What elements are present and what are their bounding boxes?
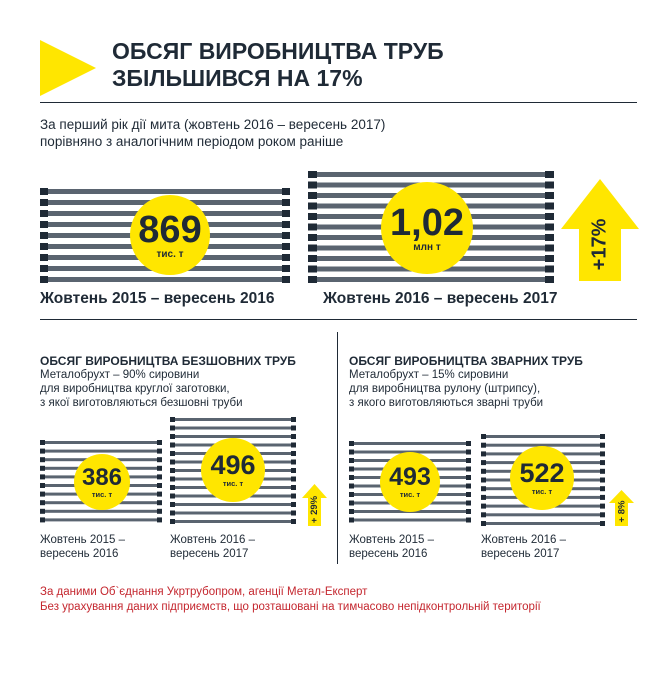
welded-after-pipe-end-right bbox=[600, 478, 605, 483]
yellow-triangle-icon bbox=[40, 40, 96, 96]
seamless-desc-line-3: з якої виготовляються безшовні труби bbox=[40, 397, 243, 409]
total-after-pipe-end-right bbox=[545, 224, 554, 231]
subtitle-line-2: порівняно з аналогічним періодом роком раніше bbox=[40, 134, 344, 149]
value-circle-welded-after bbox=[510, 446, 574, 510]
seamless-after-pipe-end-right bbox=[291, 426, 296, 431]
seamless-description bbox=[40, 368, 243, 410]
title-line-1: ОБСЯГ ВИРОБНИЦТВА ТРУБ bbox=[112, 38, 444, 64]
welded-before-pipe-end-left bbox=[349, 518, 354, 523]
vertical-divider bbox=[337, 332, 338, 564]
total-before-pipe-end-right bbox=[282, 265, 290, 272]
total-before-pipe bbox=[48, 277, 282, 282]
seamless-after-pipe-end-right bbox=[291, 451, 296, 456]
total-before-pipe-end-left bbox=[40, 210, 48, 217]
welded-after-pipe-end-left bbox=[481, 460, 486, 465]
welded-before-pipe-end-right bbox=[466, 450, 471, 455]
growth-total-label-wrap bbox=[561, 214, 639, 274]
welded-before-pipe-end-right bbox=[466, 467, 471, 472]
welded-after-pipe-end-left bbox=[481, 469, 486, 474]
seamless-before-pipe-end-right bbox=[157, 492, 162, 497]
total-after-pipe bbox=[317, 277, 545, 282]
welded-after-pipe-end-left bbox=[481, 512, 486, 517]
seamless-after-pipe-end-left bbox=[170, 434, 175, 439]
seamless-after-pipe-end-left bbox=[170, 451, 175, 456]
total-after-pipe-end-left bbox=[308, 192, 317, 199]
total-before-period: Жовтень 2015 – вересень 2016 bbox=[40, 290, 275, 307]
seamless-before-pipe-end-left bbox=[40, 466, 45, 471]
seamless-after-pipe bbox=[175, 512, 291, 515]
value-circle-total-before bbox=[130, 195, 210, 275]
total-after-pipe bbox=[317, 172, 545, 177]
seamless-before-pipe bbox=[45, 441, 157, 444]
growth-total-label: +17% bbox=[588, 218, 611, 270]
welded-after-unit: тис. т bbox=[531, 487, 553, 496]
welded-after-pipe-end-left bbox=[481, 443, 486, 448]
seamless-before-pipe-end-right bbox=[157, 509, 162, 514]
seamless-after-pipe-end-left bbox=[170, 460, 175, 465]
seamless-before-pipe-end-left bbox=[40, 457, 45, 462]
welded-before-pipe-end-left bbox=[349, 450, 354, 455]
seamless-before-pipe-end-left bbox=[40, 500, 45, 505]
welded-after-pipe-end-right bbox=[600, 521, 605, 526]
seamless-after-pipe-end-right bbox=[291, 511, 296, 516]
total-after-pipe-end-right bbox=[545, 192, 554, 199]
welded-after-pipe-end-left bbox=[481, 504, 486, 509]
total-after-value: 1,02 bbox=[390, 201, 464, 244]
total-after-pipe-end-right bbox=[545, 182, 554, 189]
seamless-growth-label: + 29% bbox=[309, 495, 321, 523]
seamless-after-pipe-end-left bbox=[170, 468, 175, 473]
seamless-after-pipe-end-right bbox=[291, 519, 296, 524]
total-after-pipe-end-right bbox=[545, 203, 554, 210]
seamless-before-pipe-end-right bbox=[157, 500, 162, 505]
seamless-before-pipe-end-right bbox=[157, 474, 162, 479]
subtitle-line-1: За перший рік дії мита (жовтень 2016 – вересень 2017) bbox=[40, 117, 386, 132]
total-before-unit: тис. т bbox=[156, 248, 184, 260]
welded-desc-line-2: для виробництва рулону (штрипсу), bbox=[349, 383, 541, 395]
welded-after-pipe bbox=[486, 435, 600, 438]
seamless-after-pipe bbox=[175, 418, 291, 421]
seamless-after-period bbox=[170, 533, 255, 561]
seamless-after-pipe bbox=[175, 427, 291, 430]
seamless-before-pipe-end-right bbox=[157, 449, 162, 454]
seamless-before-pipe-end-left bbox=[40, 449, 45, 454]
total-before-pipe-end-left bbox=[40, 199, 48, 206]
seamless-after-pipe-end-left bbox=[170, 477, 175, 482]
seamless-after-pipe-end-right bbox=[291, 417, 296, 422]
seamless-before-pipe-end-left bbox=[40, 517, 45, 522]
title-line-2: ЗБІЛЬШИВСЯ НА 17% bbox=[112, 65, 363, 91]
total-after-pipe-end-right bbox=[545, 276, 554, 283]
welded-before-pipe-end-right bbox=[466, 518, 471, 523]
total-before-pipe bbox=[48, 189, 282, 194]
source-line-2: Без урахування даних підприємств, що розташовані на тимчасово непідконтрольній території bbox=[40, 601, 541, 613]
welded-after-pipe bbox=[486, 522, 600, 525]
seamless-after-pipe-end-left bbox=[170, 494, 175, 499]
welded-after-pipe-end-right bbox=[600, 495, 605, 500]
total-after-pipe-end-left bbox=[308, 171, 317, 178]
total-before-pipe-end-right bbox=[282, 210, 290, 217]
welded-after-pipe-end-left bbox=[481, 521, 486, 526]
total-before-pipe-end-right bbox=[282, 243, 290, 250]
welded-before-pipe-end-right bbox=[466, 484, 471, 489]
welded-after-pipe-end-right bbox=[600, 512, 605, 517]
welded-before-pipe-end-right bbox=[466, 441, 471, 446]
seamless-before-pipe bbox=[45, 518, 157, 521]
source-line-1: За даними Об`єднання Укртрубопром, агенції Метал-Експерт bbox=[40, 586, 368, 598]
seamless-after-pipe-end-right bbox=[291, 434, 296, 439]
welded-after-pipe-end-right bbox=[600, 434, 605, 439]
welded-before-period bbox=[349, 533, 434, 561]
seamless-before-period-line-2: вересень 2016 bbox=[40, 548, 119, 560]
welded-description bbox=[349, 368, 543, 410]
welded-before-pipe-end-right bbox=[466, 475, 471, 480]
welded-before-pipe bbox=[354, 442, 466, 445]
value-circle-total-after bbox=[381, 182, 473, 274]
total-before-pipe-end-left bbox=[40, 232, 48, 239]
seamless-after-pipe-end-right bbox=[291, 502, 296, 507]
header-divider bbox=[40, 102, 637, 103]
seamless-before-period bbox=[40, 533, 125, 561]
seamless-before-pipe-end-left bbox=[40, 492, 45, 497]
seamless-after-period-line-1: Жовтень 2016 – bbox=[170, 534, 255, 546]
total-after-pipe-end-left bbox=[308, 203, 317, 210]
middle-divider bbox=[40, 319, 637, 320]
welded-growth-label: + 8% bbox=[615, 500, 627, 523]
welded-desc-line-1: Металобрухт – 15% сировини bbox=[349, 369, 509, 381]
welded-before-pipe-end-right bbox=[466, 509, 471, 514]
seamless-before-pipe-end-right bbox=[157, 517, 162, 522]
seamless-before-pipe-end-right bbox=[157, 457, 162, 462]
seamless-after-pipe-end-left bbox=[170, 511, 175, 516]
total-before-pipe-end-left bbox=[40, 276, 48, 283]
total-after-period: Жовтень 2016 – вересень 2017 bbox=[323, 290, 558, 307]
total-after-pipe-end-right bbox=[545, 245, 554, 252]
welded-after-pipe-end-right bbox=[600, 460, 605, 465]
seamless-after-pipe-end-left bbox=[170, 443, 175, 448]
total-after-pipe-end-right bbox=[545, 213, 554, 220]
total-before-pipe-end-left bbox=[40, 243, 48, 250]
total-before-pipe-end-left bbox=[40, 221, 48, 228]
total-after-pipe-end-left bbox=[308, 276, 317, 283]
total-before-pipe-end-right bbox=[282, 221, 290, 228]
seamless-before-pipe-end-right bbox=[157, 466, 162, 471]
seamless-after-pipe bbox=[175, 503, 291, 506]
welded-before-pipe-end-left bbox=[349, 458, 354, 463]
welded-title: ОБСЯГ ВИРОБНИЦТВА ЗВАРНИХ ТРУБ bbox=[349, 354, 583, 368]
seamless-desc-line-1: Металобрухт – 90% сировини bbox=[40, 369, 200, 381]
seamless-after-pipe-end-left bbox=[170, 417, 175, 422]
welded-after-pipe-end-left bbox=[481, 486, 486, 491]
total-before-pipe-end-right bbox=[282, 254, 290, 261]
welded-before-pipe-end-right bbox=[466, 458, 471, 463]
seamless-after-pipe-end-right bbox=[291, 468, 296, 473]
seamless-after-pipe-end-right bbox=[291, 443, 296, 448]
total-after-pipe-end-left bbox=[308, 182, 317, 189]
welded-before-period-line-2: вересень 2016 bbox=[349, 548, 428, 560]
welded-before-pipe-end-left bbox=[349, 501, 354, 506]
welded-after-pipe-end-right bbox=[600, 486, 605, 491]
welded-after-period-line-1: Жовтень 2016 – bbox=[481, 534, 566, 546]
welded-before-pipe-end-left bbox=[349, 441, 354, 446]
welded-before-pipe-end-left bbox=[349, 467, 354, 472]
seamless-before-pipe-end-left bbox=[40, 483, 45, 488]
welded-after-pipe-end-right bbox=[600, 451, 605, 456]
total-before-pipe-end-right bbox=[282, 199, 290, 206]
value-circle-seamless-before bbox=[74, 454, 130, 510]
total-after-pipe-end-right bbox=[545, 234, 554, 241]
seamless-before-period-line-1: Жовтень 2015 – bbox=[40, 534, 125, 546]
total-after-pipe-end-left bbox=[308, 234, 317, 241]
seamless-after-value: 496 bbox=[210, 450, 256, 480]
seamless-after-pipe bbox=[175, 520, 291, 523]
welded-after-pipe-end-left bbox=[481, 495, 486, 500]
seamless-before-pipe-end-left bbox=[40, 509, 45, 514]
seamless-after-pipe-end-left bbox=[170, 519, 175, 524]
seamless-before-pipe-end-right bbox=[157, 483, 162, 488]
seamless-after-pipe-end-right bbox=[291, 460, 296, 465]
total-after-pipe-end-left bbox=[308, 245, 317, 252]
value-circle-welded-before bbox=[380, 452, 440, 512]
welded-after-pipe-end-left bbox=[481, 434, 486, 439]
seamless-desc-line-2: для виробництва круглої заготовки, bbox=[40, 383, 230, 395]
seamless-after-pipe-end-right bbox=[291, 477, 296, 482]
seamless-after-pipe-end-left bbox=[170, 426, 175, 431]
seamless-after-unit: тис. т bbox=[222, 479, 244, 488]
welded-after-pipe-end-left bbox=[481, 451, 486, 456]
seamless-before-pipe bbox=[45, 450, 157, 453]
total-after-pipe-end-left bbox=[308, 255, 317, 262]
welded-after-value: 522 bbox=[519, 458, 565, 488]
total-before-value: 869 bbox=[138, 208, 202, 251]
total-after-pipe-end-left bbox=[308, 266, 317, 273]
welded-before-pipe-end-left bbox=[349, 484, 354, 489]
total-after-unit: млн т bbox=[413, 241, 441, 253]
seamless-before-pipe-end-left bbox=[40, 440, 45, 445]
welded-after-pipe bbox=[486, 513, 600, 516]
seamless-growth-wrap bbox=[302, 492, 327, 526]
welded-after-pipe-end-right bbox=[600, 469, 605, 474]
welded-after-pipe-end-left bbox=[481, 478, 486, 483]
total-after-pipe-end-right bbox=[545, 255, 554, 262]
welded-after-pipe-end-right bbox=[600, 504, 605, 509]
welded-before-pipe-end-left bbox=[349, 492, 354, 497]
seamless-before-pipe-end-right bbox=[157, 440, 162, 445]
page-title bbox=[112, 38, 444, 92]
seamless-after-pipe-end-left bbox=[170, 502, 175, 507]
total-after-pipe-end-right bbox=[545, 171, 554, 178]
seamless-title: ОБСЯГ ВИРОБНИЦТВА БЕЗШОВНИХ ТРУБ bbox=[40, 354, 296, 368]
seamless-before-unit: тис. т bbox=[91, 489, 113, 499]
seamless-before-value: 386 bbox=[81, 463, 123, 491]
seamless-before-pipe bbox=[45, 510, 157, 513]
total-after-pipe-end-left bbox=[308, 224, 317, 231]
seamless-before-pipe-end-left bbox=[40, 474, 45, 479]
seamless-after-pipe-end-right bbox=[291, 485, 296, 490]
total-before-pipe-end-left bbox=[40, 254, 48, 261]
total-before-pipe-end-right bbox=[282, 276, 290, 283]
value-circle-seamless-after bbox=[201, 438, 265, 502]
total-before-pipe-end-right bbox=[282, 232, 290, 239]
welded-before-value: 493 bbox=[389, 463, 431, 491]
total-after-pipe-end-left bbox=[308, 213, 317, 220]
welded-growth-wrap bbox=[609, 497, 634, 526]
welded-after-pipe-end-right bbox=[600, 443, 605, 448]
total-before-pipe-end-left bbox=[40, 265, 48, 272]
welded-before-pipe bbox=[354, 519, 466, 522]
total-before-pipe-end-left bbox=[40, 188, 48, 195]
welded-after-period-line-2: вересень 2017 bbox=[481, 548, 560, 560]
subtitle bbox=[40, 116, 385, 150]
welded-after-period bbox=[481, 533, 566, 561]
welded-before-pipe-end-right bbox=[466, 492, 471, 497]
welded-before-pipe-end-left bbox=[349, 475, 354, 480]
seamless-after-pipe-end-left bbox=[170, 485, 175, 490]
seamless-after-pipe-end-right bbox=[291, 494, 296, 499]
welded-before-unit: тис. т bbox=[399, 490, 421, 499]
total-after-pipe-end-right bbox=[545, 266, 554, 273]
welded-before-period-line-1: Жовтень 2015 – bbox=[349, 534, 434, 546]
seamless-after-period-line-2: вересень 2017 bbox=[170, 548, 249, 560]
welded-before-pipe-end-right bbox=[466, 501, 471, 506]
total-before-pipe-end-right bbox=[282, 188, 290, 195]
welded-desc-line-3: з якого виготовляються зварні труби bbox=[349, 397, 544, 409]
welded-before-pipe-end-left bbox=[349, 509, 354, 514]
